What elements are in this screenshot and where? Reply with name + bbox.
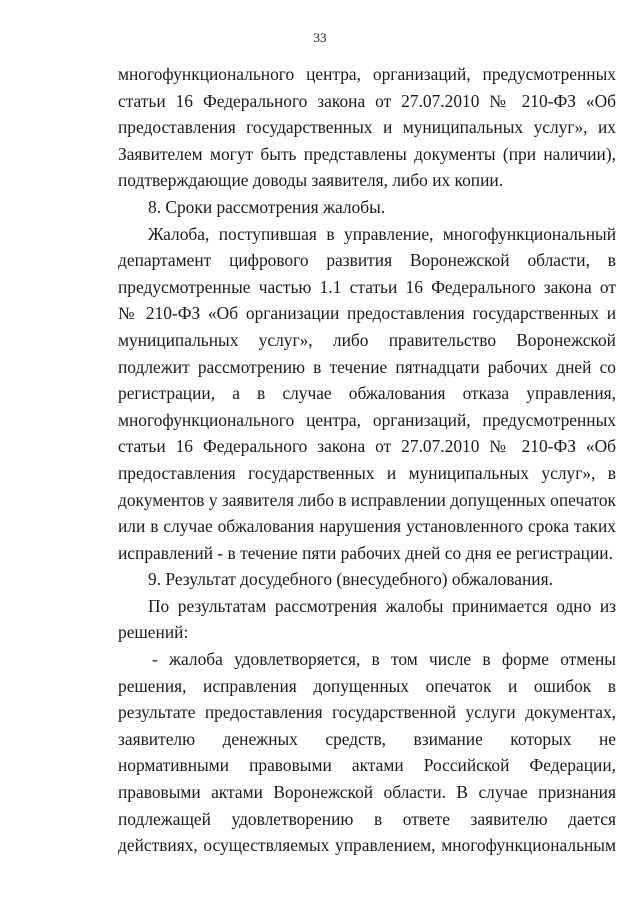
text-line: статьи 16 Федерального закона от 27.07.2010 № 210-ФЗ «Об [118,90,616,111]
text-line: Заявителем могут быть представлены документы (при наличии), [118,143,616,164]
text-line: решения, исправления допущенных опечаток и ошибок в [118,675,616,696]
text-line: № 210-ФЗ «Об организации предоставления государственных и [118,303,616,324]
text-line: исправлений - в течение пяти рабочих дней со дня ее регистрации. [118,542,613,563]
text-line: действиях, осуществляемых управлением, многофункциональным [118,835,616,856]
section-heading: 9. Результат досудебного (внесудебного) обжалования. [148,569,553,590]
text-line: подтверждающие доводы заявителя, либо их копии. [118,170,504,191]
text-line: многофункционального центра, организаций, предусмотренных [118,64,616,84]
list-item-first-line: - жалоба удовлетворяется, в том числе в форме отмены [152,649,616,670]
text-line: регистрации, а в случае обжалования отказа управления, [118,383,616,404]
text-line: нормативными правовыми актами Российской Федерации, [118,755,616,776]
text-line: предоставления государственных и муниципальных услуг», их [118,117,616,138]
text-line: предусмотренные частью 1.1 статьи 16 Федерального закона от [118,276,616,297]
text-line: заявителю денежных средств, взимание которых не [118,728,616,749]
text-line: документов у заявителя либо в исправлении допущенных опечаток [118,489,616,510]
text-line: правовыми актами Воронежской области. В случае признания [118,782,616,803]
page-number: 33 [313,30,327,45]
body-text [118,61,616,859]
text-line: статьи 16 Федерального закона от 27.07.2010 № 210-ФЗ «Об [118,436,616,457]
text-line: решений: [118,622,189,643]
text-line: муниципальных услуг», либо правительство Воронежской [118,329,616,350]
text-line: подлежит рассмотрению в течение пятнадцати рабочих дней со [118,356,616,377]
text-line: подлежащей удовлетворению в ответе заявителю дается [118,808,616,829]
text-line: или в случае обжалования нарушения установленного срока таких [118,516,616,537]
section-heading: 8. Сроки рассмотрения жалобы. [148,196,386,217]
text-line: результате предоставления государственной услуги документах, [118,702,616,723]
text-line: департамент цифрового развития Воронежской области, в [118,250,616,271]
paragraph-first-line: Жалоба, поступившая в управление, многофункциональный [148,223,616,244]
text-line: многофункционального центра, организаций, предусмотренных [118,409,616,430]
text-line: предоставления государственных и муниципальных услуг», в [118,462,616,483]
paragraph-first-line: По результатам рассмотрения жалобы принимается одно из [148,595,616,616]
